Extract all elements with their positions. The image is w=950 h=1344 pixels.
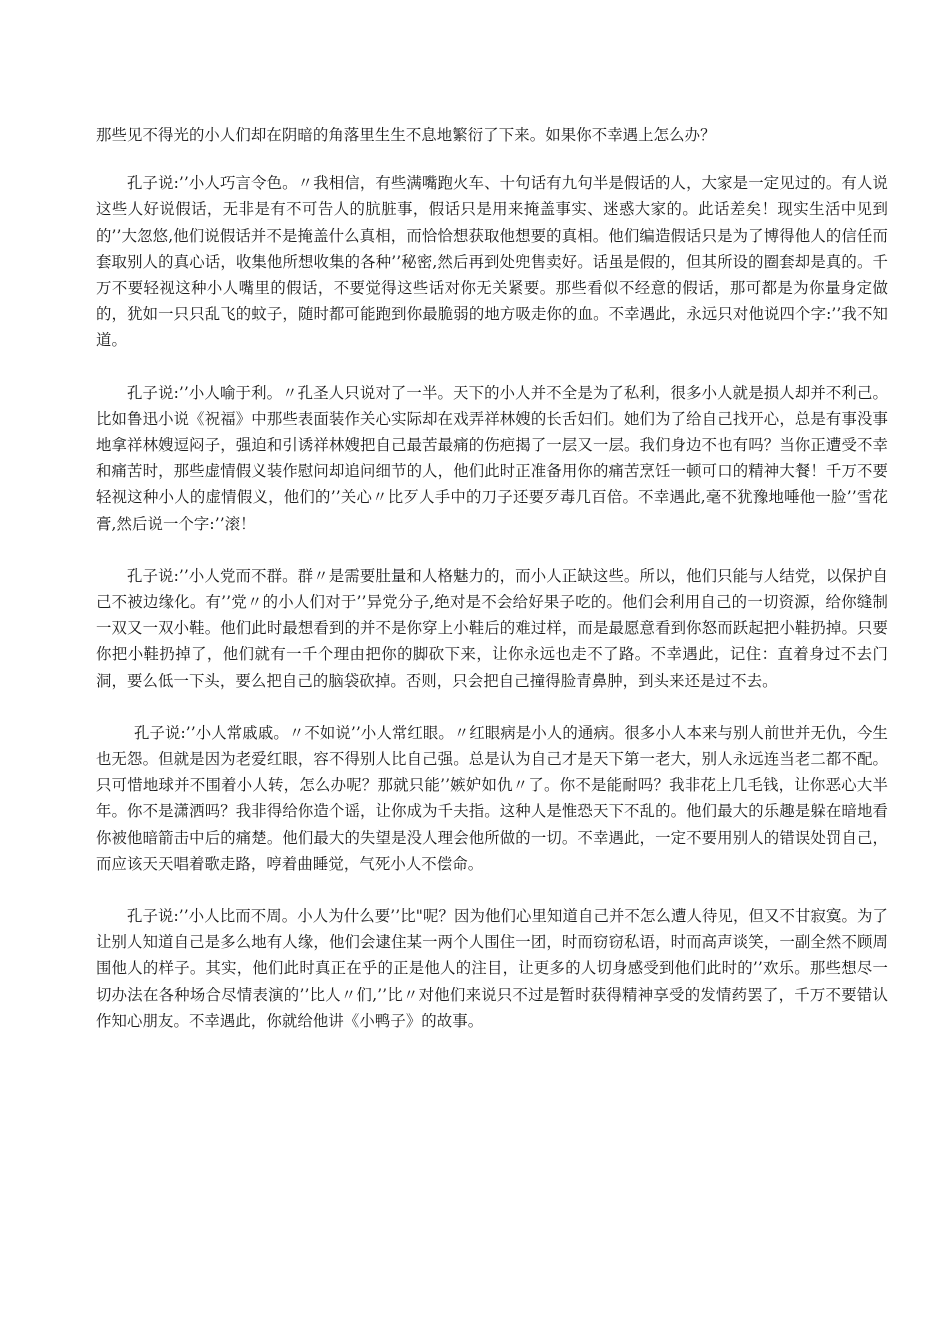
paragraph-dang-er-buqun: 孔子说:’’小人党而不群。群〃是需要肚量和人格魅力的，而小人正缺这些。所以，他们只能与人结党，以保护自己不被边缘化。有’’党〃的小人们对于’’异党分子,绝对是不会给好果子吃的。他们会利用自己的一切资源，给你缝制一双又一双小鞋。他们此时最想看到的并不是你穿上小鞋后的难过样，而是最愿意看到你怒而跃起把小鞋扔掉。只要你把小鞋扔掉了，他们就有一千个理由把你的脚砍下来，让你永远也走不了路。不幸遇此，记住：直着身过不去门洞，要么低一下头，要么把自己的脑袋砍掉。否则，只会把自己撞得脸青鼻肿，到头来还是过不去。 (96, 566, 888, 690)
paragraph-chang-qiqi: 孔子说:’’小人常戚戚。〃不如说’’小人常红眼。〃红眼病是小人的通病。很多小人本来与别人前世并无仇，今生也无怨。但就是因为老爱红眼，容不得别人比自己强。总是认为自己才是天下第一老大，别人永远连当老二都不配。只可惜地球并不围着小人转，怎么办呢？那就只能’’嫉妒如仇〃了。你不是能耐吗？我非花上几毛钱，让你恶心大半年。你不是潇洒吗？我非得给你造个谣，让你成为千夫指。这种人是惟恐天下不乱的。他们最大的乐趣是躲在暗地看你被他暗箭击中后的痛楚。他们最大的失望是没人理会他所做的一切。不幸遇此，一定不要用别人的错误处罚自己，而应该天天唱着歌走路，哼着曲睡觉，气死小人不偿命。 (96, 723, 888, 873)
paragraph-qiaoyan-lingse: 孔子说:’’小人巧言令色。〃我相信，有些满嘴跑火车、十句话有九句半是假话的人，大家是一定见过的。有人说这些人好说假话，无非是有不可告人的肮脏事，假话只是用来掩盖事实、迷惑大家的。此话差矣！现实生活中见到的’’大忽悠,他们说假话并不是掩盖什么真相，而恰恰想获取他想要的真相。他们编造假话只是为了博得他人的信任而套取别人的真心话，收集他所想收集的各种’’秘密,然后再到处兜售卖好。话虽是假的，但其所设的圈套却是真的。千万不要轻视这种小人嘴里的假话，不要觉得这些话对你无关紧要。那些看似不经意的假话，那可都是为你量身定做的，犹如一只只乱飞的蚊子，随时都可能跑到你最脆弱的地方吸走你的血。不幸遇此，永远只对他说四个字:’’我不知道。 (96, 174, 888, 350)
document-body (96, 122, 888, 1060)
paragraph-intro: 那些见不得光的小人们却在阴暗的角落里生生不息地繁衍了下来。如果你不幸遇上怎么办？ (96, 126, 716, 144)
paragraph-bi-er-buzhou: 孔子说:’’小人比而不周。小人为什么要’’比"呢？因为他们心里知道自己并不怎么遭人待见，但又不甘寂寞。为了让别人知道自己是多么地有人缘，他们会逮住某一两个人围住一团，时而窃窃私语，时而高声谈笑，一副全然不顾周围他人的样子。其实，他们此时真正在乎的正是他人的注目，让更多的人切身感受到他们此时的’’欢乐。那些想尽一切办法在各种场合尽情表演的’’比人〃们,’’比〃对他们来说只不过是暂时获得精神享受的发情药罢了，千万不要错认作知心朋友。不幸遇此，你就给他讲《小鸭子》的故事。 (96, 907, 888, 1030)
paragraph-yu-yu-li: 孔子说:’’小人喻于利。〃孔圣人只说对了一半。天下的小人并不全是为了私利，很多小人就是损人却并不利己。比如鲁迅小说《祝福》中那些表面装作关心实际却在戏弄祥林嫂的长舌妇们。她们为了给自己找开心，总是有事没事地拿祥林嫂逗闷子，强迫和引诱祥林嫂把自己最苦最痛的伤疤揭了一层又一层。我们身边不也有吗？当你正遭受不幸和痛苦时，那些虚情假义装作慰问却追问细节的人，他们此时正准备用你的痛苦烹饪一顿可口的精神大餐！千万不要轻视这种小人的虚情假义，他们的’’关心〃比歹人手中的刀子还要歹毒几百倍。不幸遇此,毫不犹豫地唾他一脸’’雪花膏,然后说一个字:’’滚！ (96, 383, 888, 533)
